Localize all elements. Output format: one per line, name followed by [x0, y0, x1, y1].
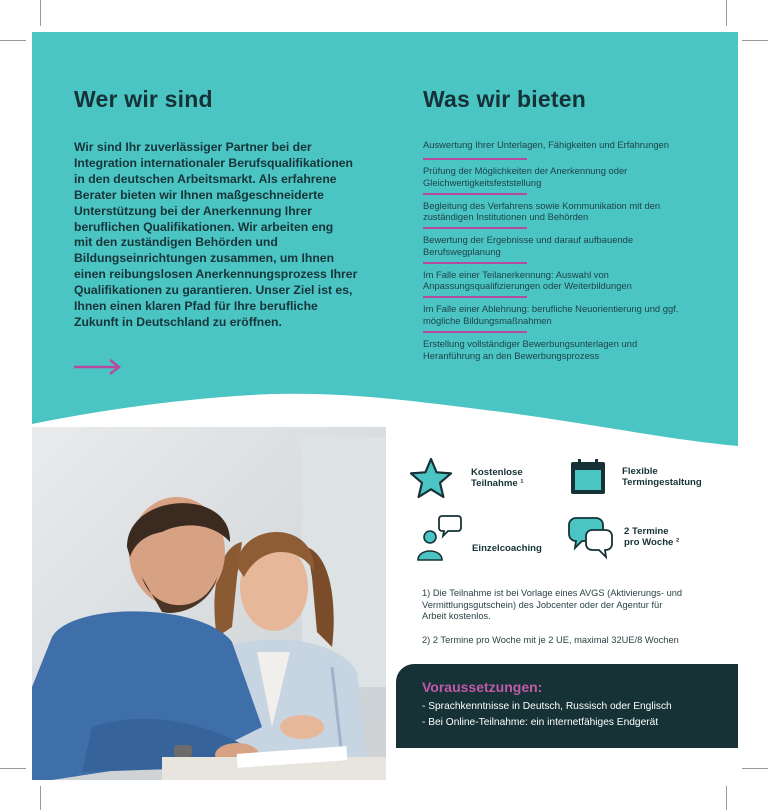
feature-two-sessions: 2 Termine pro Woche ² — [566, 514, 679, 560]
person-speech-icon — [414, 512, 462, 564]
offer-item: Im Falle einer Teilanerkennung: Auswahl von Anpassungsqualifizierungen oder Weiterbildungen — [423, 269, 723, 304]
section-title-who-we-are: Wer wir sind — [74, 86, 213, 112]
crop-mark — [40, 786, 41, 810]
brochure-panel — [32, 32, 738, 780]
offer-item: Auswertung Ihrer Unterlagen, Fähigkeiten und Erfahrungen — [423, 139, 723, 165]
requirements-box — [396, 664, 738, 748]
offer-item: Im Falle einer Ablehnung: berufliche Neuorientierung und ggf. mögliche Bildungsmaßnahmen — [423, 303, 723, 338]
offer-item: Begleitung des Verfahrens sowie Kommunikation mit den zuständigen Institutionen und Behörden — [423, 200, 723, 235]
offer-list — [423, 139, 723, 373]
feature-flexible-scheduling: Flexible Termingestaltung — [568, 457, 702, 497]
offer-item: Bewertung der Ergebnisse und darauf aufbauende Berufswegplanung — [423, 234, 723, 269]
star-icon — [409, 457, 453, 499]
feature-individual-coaching: Einzelcoaching — [414, 512, 542, 564]
crop-mark — [0, 768, 26, 769]
crop-mark — [742, 768, 768, 769]
requirement-item: - Bei Online-Teilnahme: ein internetfähiges Endgerät — [422, 717, 659, 728]
crop-mark — [726, 786, 727, 810]
offer-item: Prüfung der Möglichkeiten der Anerkennung oder Gleichwertigkeitsfeststellung — [423, 165, 723, 200]
offer-item: Erstellung vollständiger Bewerbungsunterlagen und Heranführung an den Bewerbungsprozess — [423, 337, 638, 361]
crop-mark — [742, 40, 768, 41]
consultation-photo — [32, 427, 386, 780]
crop-mark — [0, 40, 26, 41]
arrow-right-icon — [72, 358, 124, 376]
requirements-title: Voraussetzungen: — [422, 679, 543, 695]
crop-mark — [40, 0, 41, 26]
feature-free-participation: Kostenlose Teilnahme ¹ — [409, 457, 524, 499]
crop-mark — [726, 0, 727, 26]
section-title-what-we-offer: Was wir bieten — [423, 86, 586, 112]
footnote-2: 2) 2 Termine pro Woche mit je 2 UE, maximal 32UE/8 Wochen — [422, 635, 679, 645]
requirement-item: - Sprachkenntnisse in Deutsch, Russisch oder Englisch — [422, 701, 672, 712]
intro-text: Wir sind Ihr zuverlässiger Partner bei der Integration internationaler Berufsqualifikationen in den deutschen Arbeitsmarkt. Als erfahrene Berater bieten wir Ihnen maßgeschneiderte Unterstützung bei der Anerkennung Ihrer beruflichen Qualifikationen. Wir arbeiten eng mit den zuständigen Behörden und Bildungseinrichtungen zusammen, um Ihnen einen reibungslosen Anerkennungsprozess Ihrer Qualifikationen zu garantieren. Unser Ziel ist es, Ihnen einen klaren Pfad für Ihre berufliche Zukunft in Deutschland zu eröffnen. — [74, 140, 358, 329]
calendar-icon — [568, 457, 608, 497]
chat-bubbles-icon — [566, 514, 614, 560]
footnote-1: 1) Die Teilnahme ist bei Vorlage eines AVGS (Aktivierungs- und Vermittlungsgutschein) des Jobcenter oder der Agentur für Arbeit kostenlos. — [422, 588, 683, 622]
